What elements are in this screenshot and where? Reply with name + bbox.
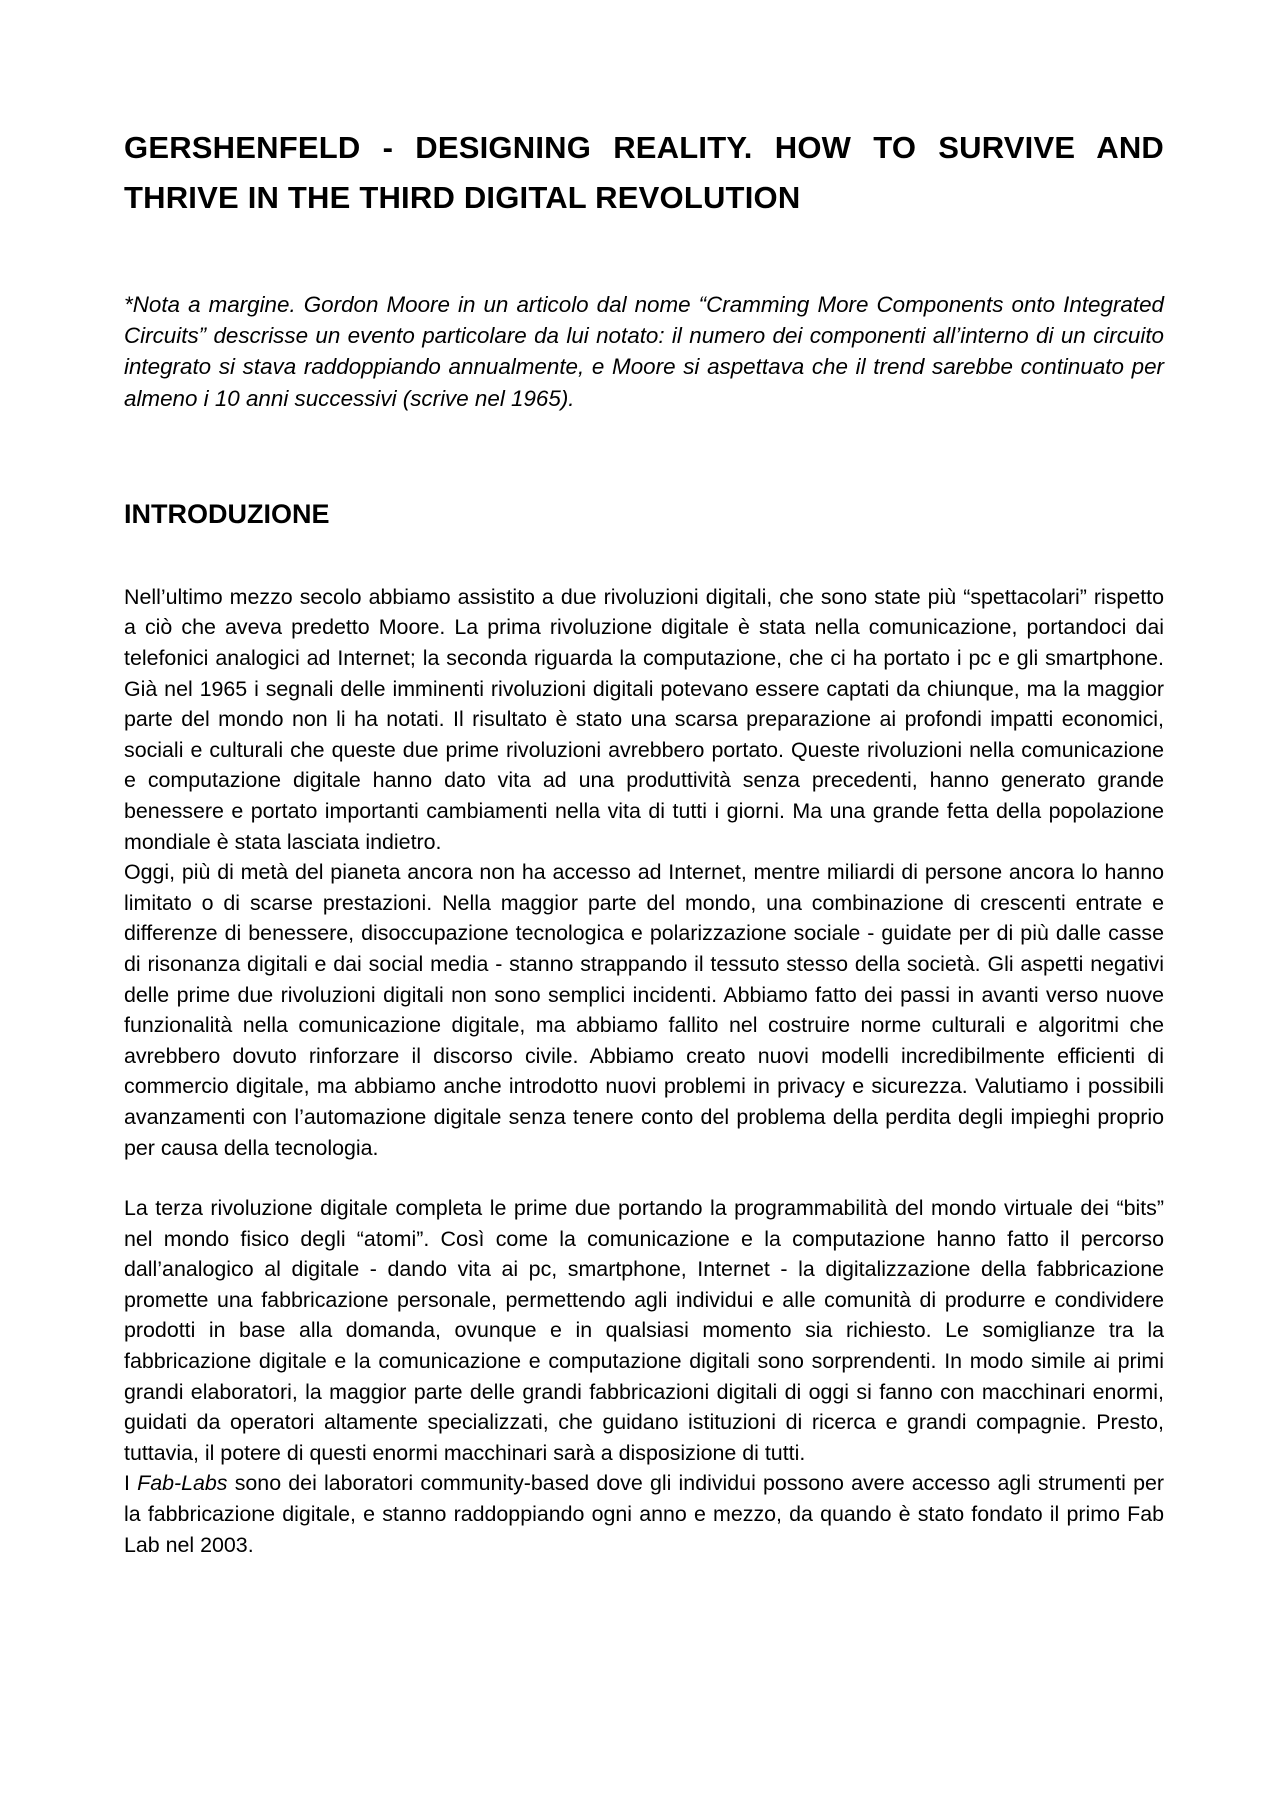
body-paragraph-2: Oggi, più di metà del pianeta ancora non ha accesso ad Internet, mentre miliardi di persone ancora lo hanno limitato o di scarse prestazioni. Nella maggior parte del mondo, una combinazione di crescenti entrate e differenze di benessere, disoccupazione tecnologica e polarizzazione sociale - guidate per di più dalle casse di risonanza digitali e dai social media - stanno strappando il tessuto stesso della società. Gli aspetti negativi delle prime due rivoluzioni digitali non sono semplici incidenti. Abbiamo fatto dei passi in avanti verso nuove funzionalità nella comunicazione digitale, ma abbiamo fallito nel costruire norme culturali e algoritmi che avrebbero dovuto rinforzare il discorso civile. Abbiamo creato nuovi modelli incredibilmente efficienti di commercio digitale, ma abbiamo anche introdotto nuovi problemi in privacy e sicurezza. Valutiamo i possibili avanzamenti con l’automazione digitale senza tenere conto del problema della perdita degli impieghi proprio per causa della tecnologia. <box>124 860 1164 1160</box>
paragraph-rest: sono dei laboratori community-based dove gli individui possono avere accesso agli strumenti per la fabbricazione digitale, e stanno raddoppiando ogni anno e mezzo, da quando è stato fondato il primo Fab Lab nel 2003. <box>124 1471 1164 1557</box>
body-paragraph-3: La terza rivoluzione digitale completa le prime due portando la programmabilità del mondo virtuale dei “bits” nel mondo fisico degli “atomi”. Così come la comunicazione e la computazione hanno fatto il percorso dall’analogico al digitale - dando vita ai pc, smartphone, Internet - la digitalizzazione della fabbricazione promette una fabbricazione personale, permettendo agli individui e alle comunità di produrre e condividere prodotti in base alla domanda, ovunque e in qualsiasi momento sia richiesto. Le somiglianze tra la fabbricazione digitale e la comunicazione e computazione digitali sono sorprendenti. In modo simile ai primi grandi elaboratori, la maggior parte delle grandi fabbricazioni digitali di oggi si fanno con macchinari enormi, guidati da operatori altamente specializzati, che guidano istituzioni di ricerca e grandi compagnie. Presto, tuttavia, il potere di questi enormi macchinari sarà a disposizione di tutti. <box>124 1196 1164 1465</box>
side-note: *Nota a margine. Gordon Moore in un articolo dal nome “Cramming More Components onto Integrated Circuits” descrisse un evento particolare da lui notato: il numero dei componenti all’interno di un circuito integrato si stava raddoppiando annualmente, e Moore si aspettava che il trend sarebbe continuato per almeno i 10 anni successivi (scrive nel 1965). <box>124 292 1164 411</box>
section-heading-introduzione: INTRODUZIONE <box>124 498 330 529</box>
paragraph-lead: I <box>124 1471 138 1496</box>
body-paragraph-4 <box>124 1468 1164 1560</box>
fab-labs-term: Fab-Labs <box>137 1471 228 1496</box>
body-paragraph-1: Nell’ultimo mezzo secolo abbiamo assistito a due rivoluzioni digitali, che sono state più “spettacolari” rispetto a ciò che aveva predetto Moore. La prima rivoluzione digitale è stata nella comunicazione, portandoci dai telefonici analogici ad Internet; la seconda riguarda la computazione, che ci ha portato i pc e gli smartphone. Già nel 1965 i segnali delle imminenti rivoluzioni digitali potevano essere captati da chiunque, ma la maggior parte del mondo non li ha notati. Il risultato è stato una scarsa preparazione ai profondi impatti economici, sociali e culturali che queste due prime rivoluzioni avrebbero portato. Queste rivoluzioni nella comunicazione e computazione digitale hanno dato vita ad una produttività senza precedenti, hanno generato grande benessere e portato importanti cambiamenti nella vita di tutti i giorni. Ma una grande fetta della popolazione mondiale è stata lasciata indietro. <box>124 584 1164 854</box>
document-title: GERSHENFELD - DESIGNING REALITY. HOW TO SURVIVE AND THRIVE IN THE THIRD DIGITAL REVOLUTION <box>124 130 1164 215</box>
